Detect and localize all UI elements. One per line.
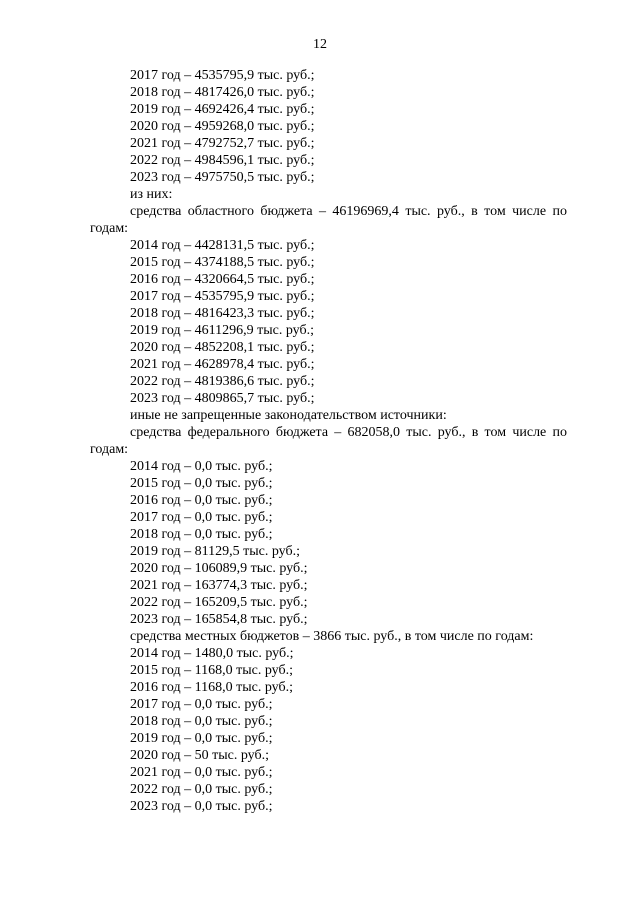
year-line: 2021 год – 0,0 тыс. руб.;: [130, 765, 273, 780]
year-line: 2018 год – 4817426,0 тыс. руб.;: [130, 85, 315, 100]
year-line: 2017 год – 4535795,9 тыс. руб.;: [130, 68, 315, 83]
year-line: 2021 год – 4792752,7 тыс. руб.;: [130, 136, 315, 151]
year-line: 2019 год – 0,0 тыс. руб.;: [130, 731, 273, 746]
year-list-oblast: [90, 237, 567, 407]
year-line: 2016 год – 4320664,5 тыс. руб.;: [130, 272, 315, 287]
year-list-local: [90, 645, 567, 815]
year-line: 2022 год – 4984596,1 тыс. руб.;: [130, 153, 315, 168]
iz-nih-label: из них:: [130, 187, 173, 202]
year-line: 2017 год – 0,0 тыс. руб.;: [130, 697, 273, 712]
year-line: 2020 год – 106089,9 тыс. руб.;: [130, 561, 308, 576]
year-line: 2015 год – 4374188,5 тыс. руб.;: [130, 255, 315, 270]
year-line: 2018 год – 0,0 тыс. руб.;: [130, 527, 273, 542]
other-sources-label: иные не запрещенные законодательством источники:: [130, 408, 447, 423]
year-line: 2023 год – 4809865,7 тыс. руб.;: [130, 391, 315, 406]
oblast-budget-heading: средства областного бюджета – 46196969,4 тыс. руб., в том числе по: [130, 204, 567, 219]
page-number: 12: [313, 37, 327, 52]
year-line: 2020 год – 4852208,1 тыс. руб.;: [130, 340, 315, 355]
year-line: 2019 год – 4611296,9 тыс. руб.;: [130, 323, 314, 338]
federal-budget-heading: средства федерального бюджета – 682058,0 тыс. руб., в том числе по: [130, 425, 567, 440]
year-line: 2016 год – 0,0 тыс. руб.;: [130, 493, 273, 508]
local-budget-heading: средства местных бюджетов – 3866 тыс. руб., в том числе по годам:: [130, 629, 534, 644]
federal-budget-heading-cont: годам:: [90, 442, 129, 457]
year-line: 2021 год – 163774,3 тыс. руб.;: [130, 578, 308, 593]
oblast-budget-heading-cont: годам:: [90, 221, 129, 236]
year-line: 2019 год – 81129,5 тыс. руб.;: [130, 544, 300, 559]
year-list-federal: [90, 458, 567, 628]
year-line: 2020 год – 50 тыс. руб.;: [130, 748, 269, 763]
year-line: 2017 год – 0,0 тыс. руб.;: [130, 510, 273, 525]
year-line: 2016 год – 1168,0 тыс. руб.;: [130, 680, 293, 695]
year-line: 2023 год – 4975750,5 тыс. руб.;: [130, 170, 315, 185]
year-line: 2022 год – 165209,5 тыс. руб.;: [130, 595, 308, 610]
year-line: 2015 год – 1168,0 тыс. руб.;: [130, 663, 293, 678]
year-line: 2021 год – 4628978,4 тыс. руб.;: [130, 357, 315, 372]
year-line: 2023 год – 165854,8 тыс. руб.;: [130, 612, 308, 627]
year-list-total: [90, 67, 567, 186]
document-body: [90, 67, 567, 815]
year-line: 2022 год – 0,0 тыс. руб.;: [130, 782, 273, 797]
year-line: 2017 год – 4535795,9 тыс. руб.;: [130, 289, 315, 304]
year-line: 2014 год – 1480,0 тыс. руб.;: [130, 646, 294, 661]
year-line: 2014 год – 0,0 тыс. руб.;: [130, 459, 273, 474]
year-line: 2015 год – 0,0 тыс. руб.;: [130, 476, 273, 491]
year-line: 2018 год – 4816423,3 тыс. руб.;: [130, 306, 315, 321]
year-line: 2022 год – 4819386,6 тыс. руб.;: [130, 374, 315, 389]
year-line: 2020 год – 4959268,0 тыс. руб.;: [130, 119, 315, 134]
year-line: 2023 год – 0,0 тыс. руб.;: [130, 799, 273, 814]
year-line: 2014 год – 4428131,5 тыс. руб.;: [130, 238, 315, 253]
year-line: 2018 год – 0,0 тыс. руб.;: [130, 714, 273, 729]
year-line: 2019 год – 4692426,4 тыс. руб.;: [130, 102, 315, 117]
